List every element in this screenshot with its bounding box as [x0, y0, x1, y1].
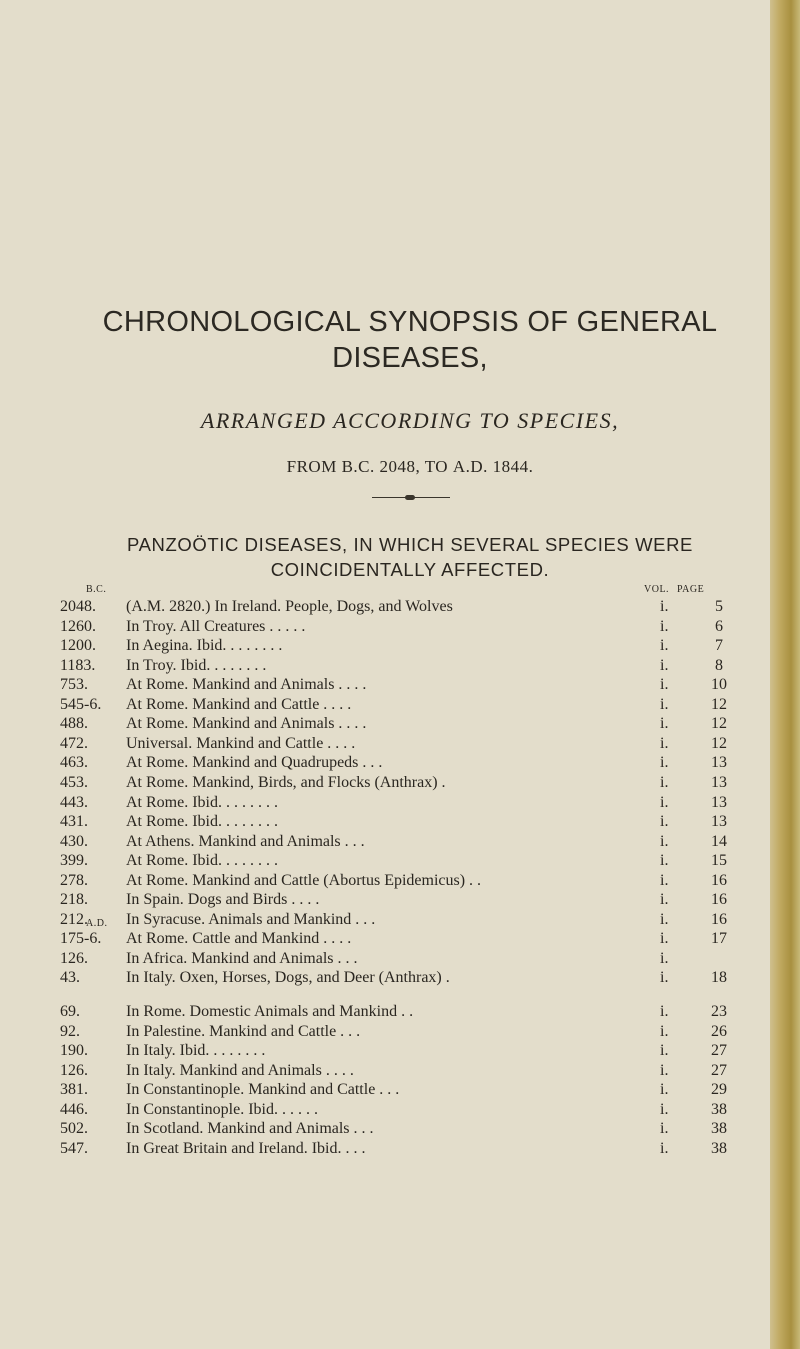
range-to-year: 1844. [492, 457, 534, 476]
row-year: 502. [60, 1120, 88, 1138]
table-row [0, 793, 770, 813]
row-description: In Constantinople. Ibid. . . . . . [126, 1100, 318, 1118]
row-year: 1260. [60, 617, 96, 635]
row-page: 27 [711, 1042, 727, 1060]
range-to-word: TO [424, 457, 449, 476]
row-page: 12 [711, 695, 727, 713]
row-volume: i. [660, 891, 669, 909]
row-description: (A.M. 2820.) In Ireland. People, Dogs, and Wolves [126, 598, 453, 615]
row-volume: i. [660, 793, 669, 811]
row-year: 2048. [60, 598, 96, 615]
row-description: In Italy. Ibid. . . . . . . . [126, 1042, 266, 1060]
table-row [0, 832, 770, 852]
row-volume: i. [660, 852, 669, 870]
row-volume: i. [660, 969, 669, 987]
row-page: 18 [711, 969, 727, 987]
row-page: 23 [711, 1003, 727, 1020]
table-row [0, 929, 770, 949]
table-row [0, 734, 770, 754]
row-description: In Africa. Mankind and Animals . . . [126, 949, 358, 967]
row-year: 488. [60, 715, 88, 733]
table-row [0, 871, 770, 891]
table-row [0, 1041, 770, 1061]
row-page: 10 [711, 676, 727, 694]
row-description: Universal. Mankind and Cattle . . . . [126, 734, 356, 752]
table-row [0, 1119, 770, 1139]
table-row [0, 675, 770, 695]
row-volume: i. [660, 871, 669, 889]
row-volume: i. [660, 676, 669, 694]
table-row [0, 890, 770, 910]
row-volume: i. [660, 734, 669, 752]
row-year: 443. [60, 793, 88, 811]
row-page: 13 [711, 754, 727, 772]
table-row [0, 1022, 770, 1042]
table-row [0, 1061, 770, 1081]
range-to-era: A.D. [452, 457, 488, 476]
table-row [0, 695, 770, 715]
row-volume: i. [660, 1061, 669, 1079]
row-description: In Spain. Dogs and Birds . . . . [126, 891, 320, 909]
row-year: 463. [60, 754, 88, 772]
row-volume: i. [660, 1003, 669, 1020]
table-row [0, 910, 770, 930]
row-description: At Rome. Ibid. . . . . . . . [126, 813, 278, 831]
row-page: 38 [711, 1100, 727, 1118]
range-prefix: FROM [286, 457, 337, 476]
row-volume: i. [660, 656, 669, 674]
table-row [0, 656, 770, 676]
row-page: 17 [711, 930, 727, 948]
row-page: 16 [711, 871, 727, 889]
row-page: 13 [711, 793, 727, 811]
row-year: 278. [60, 871, 88, 889]
table-row [0, 1139, 770, 1159]
row-year: 545-6. [60, 695, 102, 713]
row-page: 8 [715, 656, 723, 674]
row-year: 446. [60, 1100, 88, 1118]
row-volume: i. [660, 1120, 669, 1138]
table-row [0, 597, 770, 617]
row-page: 15 [711, 852, 727, 870]
table-row [0, 1002, 770, 1022]
row-page: 6 [715, 617, 723, 635]
row-description: At Athens. Mankind and Animals . . . [126, 832, 365, 850]
row-description: In Italy. Mankind and Animals . . . . [126, 1061, 354, 1079]
row-year: 175-6. [60, 930, 102, 948]
table-row [0, 753, 770, 773]
row-year: 212. [60, 910, 88, 928]
row-year: 43. [60, 969, 80, 987]
table-row [0, 1100, 770, 1120]
row-description: In Italy. Oxen, Horses, Dogs, and Deer (Anthrax) . [126, 969, 450, 987]
row-volume: i. [660, 1081, 669, 1099]
row-volume: i. [660, 637, 669, 655]
section-heading: PANZOÖTIC DISEASES, IN WHICH SEVERAL SPECIES WERE COINCIDENTALLY AFFECTED. [127, 534, 693, 580]
row-description: In Palestine. Mankind and Cattle . . . [126, 1022, 361, 1040]
row-description: In Rome. Domestic Animals and Mankind . . [126, 1003, 414, 1020]
row-page: 16 [711, 891, 727, 909]
row-year: 381. [60, 1081, 88, 1099]
ad-column-header: A.D. [86, 918, 108, 929]
row-year: 92. [60, 1022, 80, 1040]
vol-column-header: VOL. [644, 584, 670, 595]
row-page: 27 [711, 1061, 727, 1079]
row-description: In Great Britain and Ireland. Ibid. . . . [126, 1139, 366, 1157]
table-row [0, 812, 770, 832]
row-page: 14 [711, 832, 727, 850]
row-volume: i. [660, 1042, 669, 1060]
row-volume: i. [660, 1139, 669, 1157]
table-row [0, 968, 770, 988]
row-volume: i. [660, 1100, 669, 1118]
row-description: In Constantinople. Mankind and Cattle . . . [126, 1081, 400, 1099]
row-year: 430. [60, 832, 88, 850]
row-year: 1200. [60, 637, 96, 655]
row-year: 431. [60, 813, 88, 831]
row-page: 16 [711, 910, 727, 928]
row-volume: i. [660, 715, 669, 733]
row-year: 453. [60, 773, 88, 791]
row-volume: i. [660, 695, 669, 713]
row-page: 5 [715, 598, 723, 615]
row-volume: i. [660, 949, 669, 967]
row-description: In Syracuse. Animals and Mankind . . . [126, 910, 376, 928]
table-row [0, 851, 770, 871]
row-year: 126. [60, 1061, 88, 1079]
row-description: At Rome. Ibid. . . . . . . . [126, 852, 278, 870]
table-row [0, 773, 770, 793]
table-row [0, 1080, 770, 1100]
ornament-divider [372, 495, 450, 501]
row-page: 7 [715, 637, 723, 655]
table-row [0, 714, 770, 734]
row-description: In Aegina. Ibid. . . . . . . . [126, 637, 283, 655]
row-description: At Rome. Mankind and Cattle . . . . [126, 695, 352, 713]
row-volume: i. [660, 910, 669, 928]
row-description: In Scotland. Mankind and Animals . . . [126, 1120, 374, 1138]
row-description: At Rome. Cattle and Mankind . . . . [126, 930, 352, 948]
row-description: At Rome. Ibid. . . . . . . . [126, 793, 278, 811]
row-year: 1183. [60, 656, 96, 674]
date-range [60, 457, 760, 477]
row-volume: i. [660, 1022, 669, 1040]
table-row [0, 636, 770, 656]
row-year: 126. [60, 949, 88, 967]
row-description: At Rome. Mankind and Animals . . . . [126, 676, 367, 694]
row-description: At Rome. Mankind and Quadrupeds . . . [126, 754, 383, 772]
row-volume: i. [660, 773, 669, 791]
page-edge [770, 0, 800, 1349]
range-from-era: B.C. [341, 457, 375, 476]
page-column-header: PAGE [677, 584, 705, 595]
range-from-year: 2048, [379, 457, 421, 476]
page-title: CHRONOLOGICAL SYNOPSIS OF GENERAL DISEASES, [102, 306, 718, 374]
row-volume: i. [660, 754, 669, 772]
row-year: 190. [60, 1042, 88, 1060]
row-page: 26 [711, 1022, 727, 1040]
row-year: 399. [60, 852, 88, 870]
row-description: At Rome. Mankind, Birds, and Flocks (Anthrax) . [126, 773, 446, 791]
row-year: 218. [60, 891, 88, 909]
row-page: 13 [711, 813, 727, 831]
row-page: 12 [711, 734, 727, 752]
row-page: 13 [711, 773, 727, 791]
row-page: 12 [711, 715, 727, 733]
row-volume: i. [660, 813, 669, 831]
row-description: In Troy. All Creatures . . . . . [126, 617, 306, 635]
bc-column-header: B.C. [86, 584, 107, 595]
row-page: 38 [711, 1120, 727, 1138]
row-volume: i. [660, 930, 669, 948]
row-volume: i. [660, 598, 669, 615]
row-description: In Troy. Ibid. . . . . . . . [126, 656, 267, 674]
row-year: 547. [60, 1139, 88, 1157]
row-year: 472. [60, 734, 88, 752]
table-row [0, 617, 770, 637]
row-page: 38 [711, 1139, 727, 1157]
row-year: 753. [60, 676, 88, 694]
row-year: 69. [60, 1003, 80, 1020]
row-description: At Rome. Mankind and Cattle (Abortus Epidemicus) . . [126, 871, 482, 889]
row-page: 29 [711, 1081, 727, 1099]
row-volume: i. [660, 617, 669, 635]
row-description: At Rome. Mankind and Animals . . . . [126, 715, 367, 733]
table-row [0, 949, 770, 969]
page-subtitle: ARRANGED ACCORDING TO SPECIES, [200, 408, 620, 433]
row-volume: i. [660, 832, 669, 850]
